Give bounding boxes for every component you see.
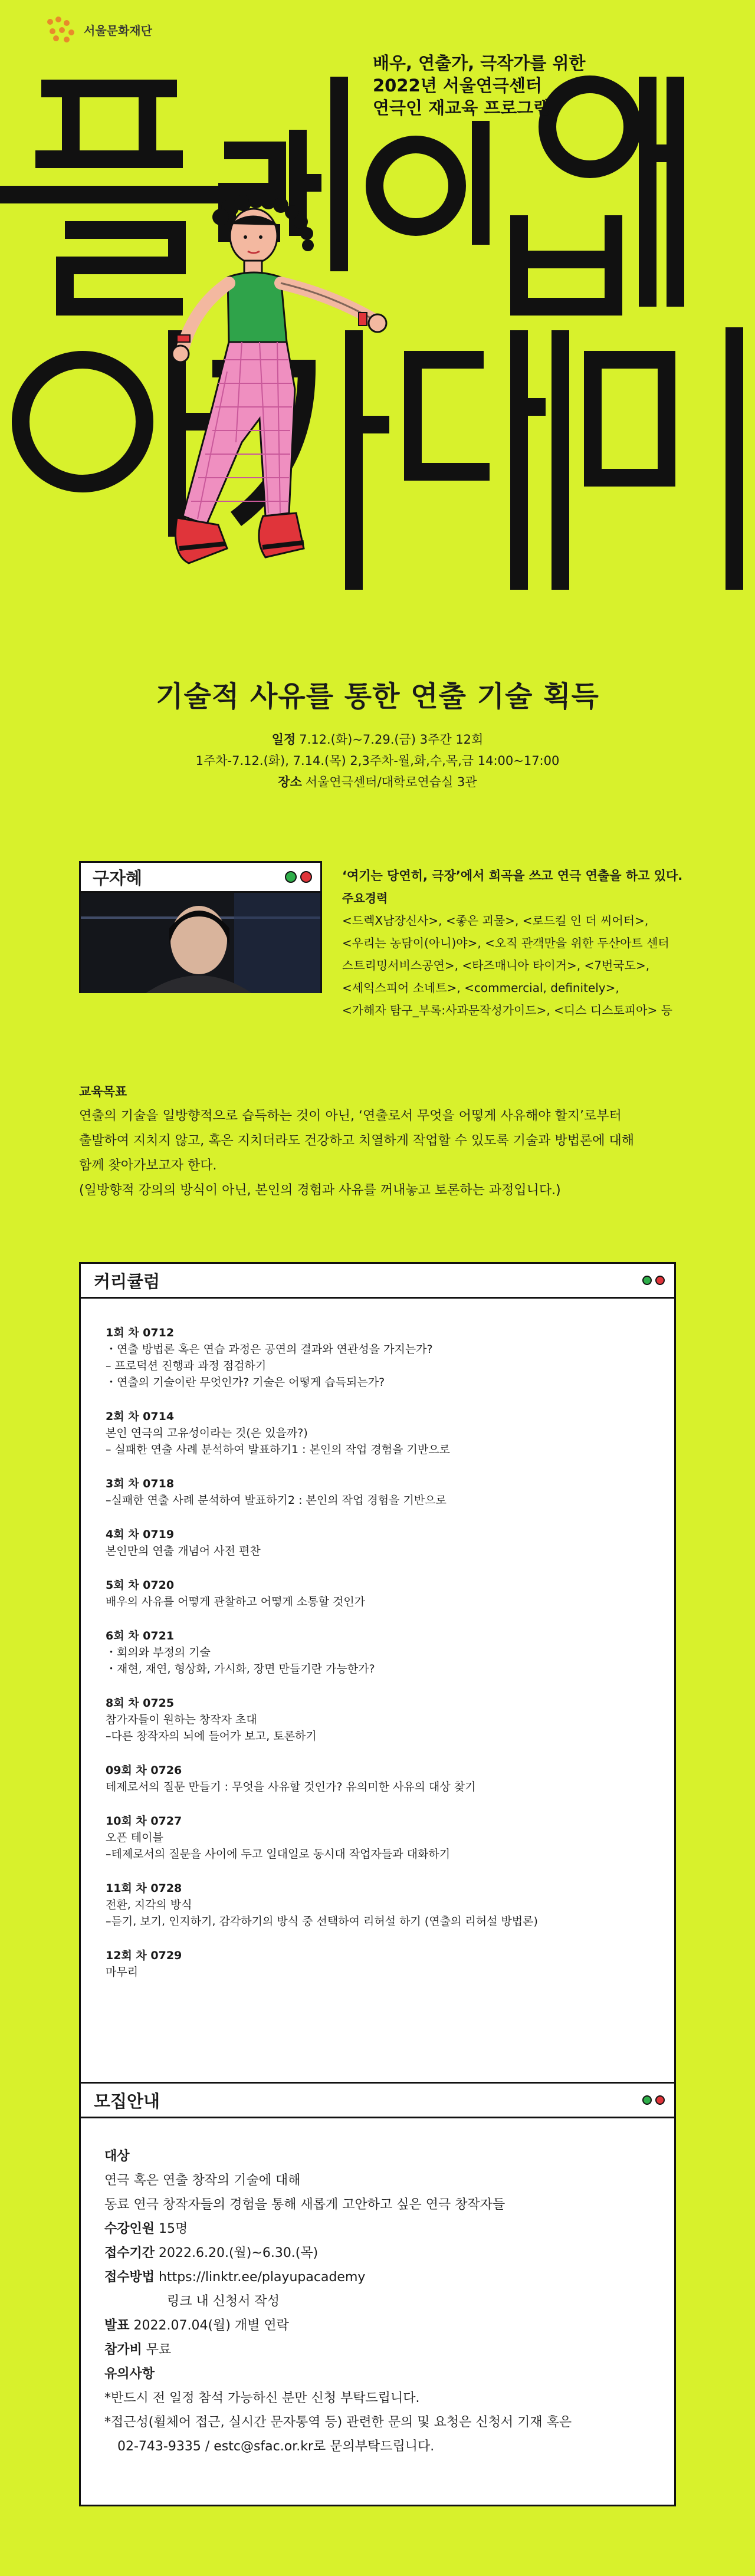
capacity-label: 수강인원 [104,2222,155,2236]
session-title: 4회 차 0719 [106,1528,175,1541]
note-line: *반드시 전 일정 참석 가능하신 분만 신청 부탁드립니다. [104,2391,420,2406]
application-link[interactable]: https://linktr.ee/playupacademy [159,2270,366,2285]
capacity-row [104,2217,674,2241]
curriculum-session [106,1695,674,1744]
curriculum-session [106,1628,674,1677]
org-name: 서울문화재단 [84,23,152,38]
session-title: 3회 차 0718 [106,1477,175,1490]
schedule-row [0,729,755,750]
session-line: –실패한 연출 사례 분석하여 발표하기2 : 본인의 작업 경험을 기반으로 [106,1494,447,1507]
session-line: 참가자들이 원하는 창작자 초대 [106,1713,257,1726]
capacity-value: 15명 [159,2222,188,2236]
schedule-label: 일정 [271,732,296,747]
session-line: 본인 연극의 고유성이라는 것(은 있을까?) [106,1427,308,1440]
minimize-dot-icon [642,2095,652,2105]
schedule-value: 7.12.(화)~7.29.(금) 3주간 12회 [299,732,484,747]
program-headline: 기술적 사유를 통한 연출 기술 획득 [156,680,599,713]
close-dot-icon [300,871,312,883]
fee-value: 무료 [146,2342,172,2357]
session-line: –듣기, 보기, 인지하기, 감각하기의 방식 중 선택하여 리허설 하기 (연출의 리허설 방법론) [106,1915,538,1928]
goals-title: 교육목표 [79,1085,127,1099]
hero-subtitle-line: 연극인 재교육 프로그램 [373,98,550,118]
target-label: 대상 [104,2149,130,2164]
instructor-quote: ‘여기는 당연히, 극장’에서 희곡을 쓰고 연극 연출을 하고 있다. [342,869,683,883]
close-dot-icon [655,2095,665,2105]
org-logo [46,17,152,42]
session-title: 10회 차 0727 [106,1815,182,1828]
career-line: <드렉X남장신사>, <좋은 괴물>, <로드킬 인 더 씨어터>, [342,914,649,928]
session-title: 5회 차 0720 [106,1579,175,1592]
session-title: 09회 차 0726 [106,1764,182,1777]
session-line: 전환, 지각의 방식 [106,1898,192,1911]
minimize-dot-icon [642,1276,652,1285]
curriculum-session [106,1526,674,1559]
career-line: <가해자 탐구_부록:사과문작성가이드>, <디스 디스토피아> 등 [342,1003,672,1017]
session-line: – 프로덕션 진행과 과정 점검하기 [106,1359,267,1372]
session-title: 6회 차 0721 [106,1629,175,1642]
seoul-logo-icon [46,17,77,42]
curriculum-session [106,1880,674,1930]
session-line: ・회의와 부정의 기술 [106,1646,211,1659]
goals-line: (일방향적 강의의 방식이 아닌, 본인의 경험과 사유를 꺼내놓고 토론하는 과정입니다.) [79,1183,561,1198]
note-line: 02-743-9335 / estc@sfac.or.kr로 문의부탁드립니다. [117,2439,435,2454]
curriculum-session [106,1813,674,1862]
career-line: <우리는 농담이(아니)야>, <오직 관객만을 위한 두산아트 센터 [342,936,669,950]
method-row [104,2265,674,2289]
curriculum-session [106,1762,674,1795]
education-goals [79,1079,704,1203]
schedule-block [0,729,755,793]
period-row [104,2241,674,2265]
announce-value: 2022.07.04(월) 개별 연락 [133,2318,289,2333]
instructor-card [79,861,322,993]
curriculum-session [106,1325,674,1391]
session-line: 배우의 사유를 어떻게 관찰하고 어떻게 소통할 것인가 [106,1595,366,1608]
recruitment-body [81,2118,674,2459]
window-dots [642,1276,665,1285]
fee-row [104,2338,674,2362]
curriculum-session [106,1577,674,1610]
notes-label: 유의사항 [104,2367,155,2381]
hero-subtitle-line: 2022년 서울연극센터 [373,75,542,96]
window-dots [642,2095,665,2105]
portrait-image [81,893,320,993]
curriculum-session [106,1947,674,1980]
session-line: 테제로서의 질문 만들기 : 무엇을 사유할 것인가? 유의미한 사유의 대상 찾기 [106,1780,476,1793]
method-note: 링크 내 신청서 작성 [167,2294,280,2309]
target-line: 동료 연극 창작자들의 경험을 통해 새롭게 고안하고 싶은 연극 창작자들 [104,2197,505,2212]
venue-value: 서울연극센터/대학로연습실 3관 [305,775,477,789]
curriculum-title: 커리큘럼 [94,1271,160,1292]
curriculum-header [81,1264,674,1299]
announce-row [104,2314,674,2338]
venue-label: 장소 [278,775,302,789]
period-label: 접수기간 [104,2246,155,2260]
recruitment-header [81,2084,674,2118]
schedule-detail: 1주차-7.12.(화), 7.14.(목) 2,3주차-월,화,수,목,금 14:00~17:00 [195,754,560,768]
close-dot-icon [655,1276,665,1285]
session-line: – 실패한 연출 사례 분석하여 발표하기1 : 본인의 작업 경험을 기반으로 [106,1443,450,1456]
session-line: –테제로서의 질문을 사이에 두고 일대일로 동시대 작업자들과 대화하기 [106,1848,451,1861]
hero-subtitle-line: 배우, 연출가, 극작가를 위한 [373,53,586,73]
period-value: 2022.6.20.(월)~6.30.(목) [159,2246,319,2260]
instructor-photo [81,893,320,993]
session-line: 본인만의 연출 개념어 사전 편찬 [106,1545,261,1558]
method-label: 접수방법 [104,2270,155,2285]
curriculum-session [106,1476,674,1509]
career-line: 스트리밍서비스공연>, <타즈매니아 타이거>, <7번국도>, [342,958,650,972]
instructor-name: 구자혜 [93,868,143,888]
session-line: ・재현, 재연, 형상화, 가시화, 장면 만들기란 가능한가? [106,1662,375,1675]
curriculum-list [81,1299,674,1980]
recruitment-box [79,2082,676,2506]
window-dots [285,871,312,883]
session-title: 11회 차 0728 [106,1882,182,1895]
hero-subtitle [373,52,621,119]
session-title: 8회 차 0725 [106,1697,175,1710]
session-title: 1회 차 0712 [106,1326,175,1339]
session-title: 2회 차 0714 [106,1410,175,1423]
fee-label: 참가비 [104,2342,142,2357]
target-line: 연극 혹은 연출 창작의 기술에 대해 [104,2173,301,2188]
career-line: <세익스피어 소네트>, <commercial, definitely>, [342,981,619,995]
dancer-illustration [171,195,454,607]
recruitment-title: 모집안내 [94,2091,160,2111]
goals-line: 연출의 기술을 일방향적으로 습득하는 것이 아닌, ‘연출로서 무엇을 어떻게 사유해야 할지’로부터 [79,1109,622,1123]
instructor-card-header [81,863,320,893]
venue-row [0,771,755,793]
goals-line: 출발하여 지치지 않고, 혹은 지치더라도 건강하고 치열하게 작업할 수 있도록 기술과 방법론에 대해 [79,1133,634,1148]
instructor-bio [342,865,720,1021]
curriculum-session [106,1408,674,1458]
goals-line: 함께 찾아가보고자 한다. [79,1158,217,1173]
minimize-dot-icon [285,871,297,883]
session-line: ・연출 방법론 혹은 연습 과정은 공연의 결과와 연관성을 가지는가? [106,1343,433,1356]
session-line: 마무리 [106,1966,139,1979]
curriculum-box [79,1262,676,2088]
announce-label: 발표 [104,2318,130,2333]
session-line: 오픈 테이블 [106,1831,163,1844]
note-line: *접근성(휠체어 접근, 실시간 문자통역 등) 관련한 문의 및 요청은 신청서 기재 혹은 [104,2415,572,2430]
session-line: ・연출의 기술이란 무엇인가? 기술은 어떻게 습득되는가? [106,1376,385,1389]
session-line: –다른 창작자의 뇌에 들어가 보고, 토론하기 [106,1730,317,1743]
session-title: 12회 차 0729 [106,1949,182,1962]
career-label: 주요경력 [342,891,388,905]
